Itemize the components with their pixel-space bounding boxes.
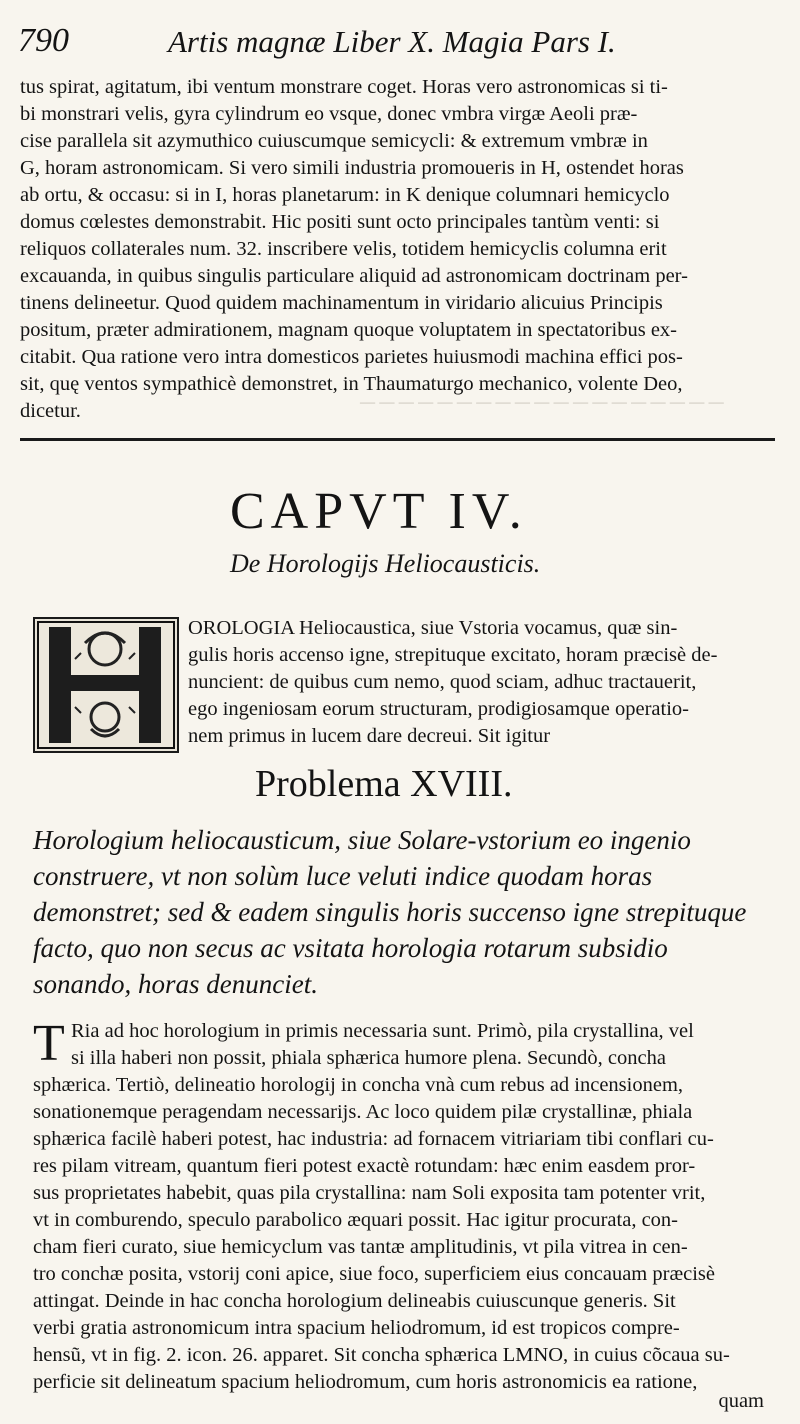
text-line: nem primus in lucem dare decreui. Sit igitur [188, 725, 551, 747]
section-divider [20, 438, 775, 441]
drop-cap-letter: T [33, 1015, 65, 1072]
text-line: sphærica facilè haberi potest, hac industria: ad fornacem vitriariam tibi conflari cu- [33, 1128, 714, 1150]
text-line: reliquos collaterales num. 32. inscribere velis, totidem hemicyclis columna erit [20, 238, 667, 260]
running-title: Artis magnæ Liber X. Magia Pars I. [168, 24, 616, 59]
text-line: dicetur. [20, 400, 81, 422]
text-line: verbi gratia astronomicum intra spacium heliodromum, id est tropicos compre- [33, 1317, 680, 1339]
text-line: vt in comburendo, speculo parabolico æquari possit. Hac igitur procurata, con- [33, 1209, 678, 1231]
text-line: sonationemque peragendam necessarijs. Ac loco quidem pilæ crystallinæ, phiala [33, 1101, 693, 1123]
chapter-intro [188, 615, 768, 750]
text-line: attingat. Deinde in hac concha horologium delineabis cuiuscunque generis. Sit [33, 1290, 676, 1312]
chapter-heading: CAPVT IV. [230, 483, 528, 540]
text-line: tinens delineetur. Quod quidem machinamentum in viridario alicuius Principis [20, 292, 663, 314]
text-line: bi monstrari velis, gyra cylindrum eo vsque, donec vmbra virgæ Aeoli præ- [20, 103, 638, 125]
text-line: si illa haberi non possit, phiala sphærica humore plena. Secundò, concha [71, 1047, 666, 1069]
text-line: G, horam astronomicam. Si vero simili industria promoueris in H, ostendet horas [20, 157, 684, 179]
paragraph-continued [20, 74, 775, 425]
page-header [18, 22, 778, 66]
text-line: tus spirat, agitatum, ibi ventum monstrare coget. Horas vero astronomicas si ti- [20, 76, 668, 98]
text-line: nuncient: de quibus cum nemo, quod sciam, adhuc tractauerit, [188, 671, 697, 693]
text-line: sphærica. Tertiò, delineatio horologij in concha vnà cum rebus ad incensionem, [33, 1074, 684, 1096]
text-line: Ria ad hoc horologium in primis necessaria sunt. Primò, pila crystallina, vel [71, 1020, 694, 1042]
text-line: hensũ, vt in fig. 2. icon. 26. apparet. Sit concha sphærica LMNO, in cuius cõcaua su- [33, 1344, 730, 1366]
text-line: sit, quę ventos sympathicè demonstret, in Thaumaturgo mechanico, volente Deo, [20, 373, 683, 395]
page-number: 790 [18, 22, 69, 59]
body-paragraph [33, 1015, 778, 1396]
text-line: ab ortu, & occasu: si in I, horas planetarum: in K denique columnari hemicyclo [20, 184, 670, 206]
text-line: tro conchæ posita, vstorij coni apice, siue foco, superficiem eius concauam præcisè [33, 1263, 715, 1285]
text-line: cise parallela sit azymuthico cuiuscumque semicycli: & extremum vmbræ in [20, 130, 648, 152]
text-line: positum, præter admirationem, magnam quoque voluptatem in spectatoribus ex- [20, 319, 677, 341]
text-line: domus cœlestes demonstrabit. Hic positi sunt octo principales tantùm venti: si [20, 211, 660, 233]
problem-heading: Problema XVIII. [255, 763, 513, 805]
text-line: OROLOGIA Heliocaustica, siue Vstoria vocamus, quæ sin- [188, 617, 678, 639]
ornamental-initial-h-icon [33, 617, 179, 753]
text-line: perficie sit delineatum spacium heliodromum, cum horis astronomicis ea ratione, [33, 1371, 698, 1393]
proposition-text: Horologium heliocausticum, siue Solare-vstorium eo ingenio construere, vt non solùm luce veluti indice quodam horas demonstret; sed & eadem singulis horis succenso igne strepituque facto, quo non secus ac vsitata horologia rotarum subsidio sonando, horas denunciet. [33, 825, 747, 999]
catchword: quam [718, 1390, 764, 1412]
chapter-subtitle: De Horologijs Heliocausticis. [230, 549, 541, 578]
text-line: res pilam vitream, quantum fieri potest exactè rotundam: hæc enim easdem pror- [33, 1155, 696, 1177]
text-line: gulis horis accenso igne, strepituque excitato, horam præcisè de- [188, 644, 718, 666]
text-line: ego ingeniosam eorum structuram, prodigiosamque operatio- [188, 698, 689, 720]
text-line: citabit. Qua ratione vero intra domesticos parietes huiusmodi machina effici pos- [20, 346, 683, 368]
bleed-through-text: — — — — — — — — — — — — — — — — — — — [360, 392, 724, 411]
text-line: sus proprietates habebit, quas pila crystallina: nam Soli exposita tam potenter vrit, [33, 1182, 706, 1204]
text-line: excauanda, in quibus singulis particulare aliquid ad astronomicam doctrinam per- [20, 265, 688, 287]
text-line: cham fieri curato, siue hemicyclum vas tantæ amplitudinis, vt pila vitrea in cen- [33, 1236, 688, 1258]
